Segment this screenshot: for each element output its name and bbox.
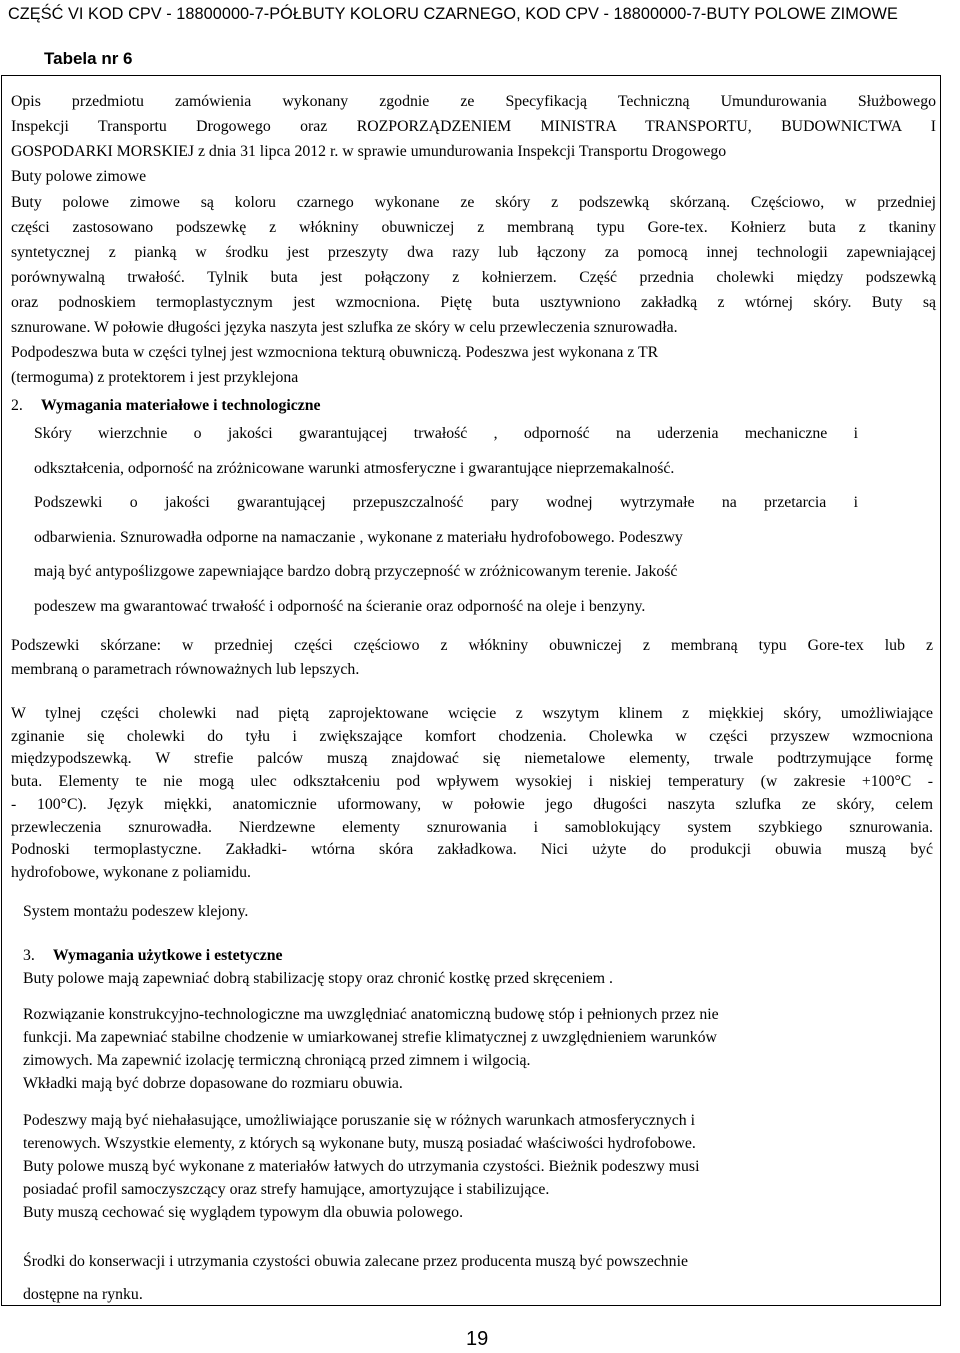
page-number: 19: [466, 1328, 489, 1350]
intro-line: GOSPODARKI MORSKIEJ z dnia 31 lipca 2012 r. w sprawie umundurowania Inspekcji Transportu Drogowego: [11, 143, 727, 160]
section-title: Wymagania materiałowe i technologiczne: [40, 397, 321, 414]
section-2-heading: [11, 394, 321, 418]
upper-line: zginanie się cholewki do tyłu i zwiększające komfort chodzenia. Cholewka w części przyszew wzmocniona: [11, 727, 933, 745]
upper-line: przewleczenia sznurowadła. Nierdzewne elementy sznurowania i samoblokujący system szybkiego sznurowania.: [11, 818, 933, 836]
care-line: Środki do konserwacji i utrzymania czystości obuwia zalecane przez producenta muszą być powszechnie: [23, 1253, 688, 1270]
care-block: [23, 1245, 933, 1311]
description-line: syntetycznej z pianką w środku jest przeszyty dwa razy lub łączony za pomocą innej technologii zapewniającej: [11, 244, 936, 261]
materials-line: podeszew ma gwarantować trwałość i odporność na ścieranie oraz odporność na oleje i benzyny.: [34, 597, 646, 615]
sole-assembly-text: System montażu podeszew klejony.: [23, 903, 249, 920]
sole-line: Podeszwy mają być niehałasujące, umożliwiające poruszanie się w różnych warunkach atmosferycznych i: [23, 1112, 695, 1129]
intro-block: [11, 89, 936, 189]
description-line: porównywalną trwałość. Tylnik buta jest połączony z kołnierzem. Część przednia cholewki między podszewką: [11, 269, 936, 286]
description-block: [11, 190, 936, 390]
materials-line: odkształcenia, odporność na zróżnicowane warunki atmosferyczne i gwarantujące nieprzemakalność.: [34, 459, 675, 477]
materials-line: Skóry wierzchnie o jakości gwarantującej trwałość , odporność na uderzenia mechaniczne i: [34, 425, 858, 442]
section-3-heading: [23, 944, 283, 968]
section-number: 3.: [23, 947, 35, 964]
upper-line: hydrofobowe, wykonane z poliamidu.: [11, 863, 251, 881]
care-line: dostępne na rynku.: [23, 1286, 143, 1303]
construction-line: Rozwiązanie konstrukcyjno-technologiczne ma uwzględniać anatomiczną budowę stóp i pełnionych przez nie: [23, 1006, 719, 1023]
materials-line: odbarwienia. Sznurowadła odporne na namaczanie , wykonane z materiału hydrofobowego. Podeszwy: [34, 528, 683, 546]
intro-line: Inspekcji Transportu Drogowego oraz ROZPORZĄDZENIEM MINISTRA TRANSPORTU, BUDOWNICTWA I: [11, 118, 936, 135]
construction-line: Wkładki mają być dobrze dopasowane do rozmiaru obuwia.: [23, 1075, 403, 1092]
lining-block: [11, 634, 933, 682]
description-line: (termoguma) z protektorem i jest przyklejona: [11, 369, 299, 386]
document-header: CZĘŚĆ VI KOD CPV - 18800000-7-PÓŁBUTY KOLORU CZARNEGO, KOD CPV - 18800000-7-BUTY POLOWE ZIMOWE: [8, 5, 898, 23]
sole-line: posiadać profil samoczyszczący oraz strefy hamujące, amortyzujące i stabilizujące.: [23, 1181, 550, 1198]
materials-line: Podszewki o jakości gwarantującej przepuszczalność pary wodnej wytrzymałe na przetarcia i: [34, 494, 858, 511]
description-line: sznurowane. W połowie długości języka naszyta jest szlufka ze skóry w celu przewleczenia sznurowadła.: [11, 319, 678, 336]
product-subtitle: Buty polowe zimowe: [11, 168, 147, 185]
materials-block: [34, 417, 858, 624]
upper-line: W tylnej części cholewki nad piętą zaprojektowane wcięcie z wszytym klinem z miękkiej skóry, umożliwiające: [11, 705, 933, 722]
upper-line: międzypodszewką. W strefie palców muszą znajdować się niemetalowe elementy, trwale podtrzymujące formę: [11, 750, 933, 768]
sole-line: Buty muszą cechować się wyglądem typowym dla obuwia polowego.: [23, 1204, 464, 1221]
usage-line: Buty polowe mają zapewniać dobrą stabilizację stopy oraz chronić kostkę przed skręceniem .: [23, 970, 613, 987]
sole-line: terenowych. Wszystkie elementy, z których są wykonane buty, muszą posiadać właściwości hydrofobowe.: [23, 1135, 696, 1152]
description-line: części zastosowano podszewkę z włókniny obuwniczej z membraną typu Gore-tex. Kołnierz buta z tkaniny: [11, 219, 936, 236]
section-number: 2.: [11, 397, 23, 414]
section-title: Wymagania użytkowe i estetyczne: [52, 947, 283, 964]
table-title: Tabela nr 6: [44, 49, 133, 68]
materials-line: mają być antypoślizgowe zapewniające bardzo dobrą przyczepność w zróżnicowanym terenie. Jakość: [34, 563, 678, 580]
upper-line: - 100°C). Język miękki, anatomicznie uformowany, w połowie jego długości naszyta szlufka ze skóry, celem: [11, 795, 933, 813]
construction-block: [23, 1003, 933, 1095]
lining-line: Podszewki skórzane: w przedniej części częściowo z włókniny obuwniczej z membraną typu Gore-tex lub z: [11, 637, 933, 654]
sole-line: Buty polowe muszą być wykonane z materiałów łatwych do utrzymania czystości. Bieżnik podeszwy musi: [23, 1158, 700, 1175]
sole-block: [23, 1109, 933, 1224]
construction-line: funkcji. Ma zapewniać stabilne chodzenie w umiarkowanej strefie klimatycznej z uwzględnieniem warunków: [23, 1029, 717, 1046]
upper-block: [11, 703, 933, 885]
intro-line: Opis przedmiotu zamówienia wykonany zgodnie ze Specyfikacją Techniczną Umundurowania Służbowego: [11, 93, 936, 110]
construction-line: zimowych. Ma zapewnić izolację termiczną chroniącą przed zimnem i wilgocią.: [23, 1052, 531, 1069]
description-line: Podpodeszwa buta w części tylnej jest wzmocniona tekturą obuwniczą. Podeszwa jest wykonana z TR: [11, 344, 659, 361]
description-line: oraz podnoskiem termoplastycznym jest wzmocniona. Piętę buta usztywniono zakładką z wtórnej skóry. Buty są: [11, 294, 936, 311]
upper-line: buta. Elementy te nie mogą ulec odkształceniu pod wpływem wysokiej i niskiej temperatury (w zakresie +100°C -: [11, 773, 933, 791]
upper-line: Podnoski termoplastyczne. Zakładki- wtórna skóra zakładkowa. Nici użyte do produkcji obuwia muszą być: [11, 841, 933, 859]
lining-line: membraną o parametrach równoważnych lub lepszych.: [11, 661, 360, 678]
description-line: Buty polowe zimowe są koloru czarnego wykonane ze skóry z podszewką skórzaną. Częściowo, w przedniej: [11, 194, 936, 211]
